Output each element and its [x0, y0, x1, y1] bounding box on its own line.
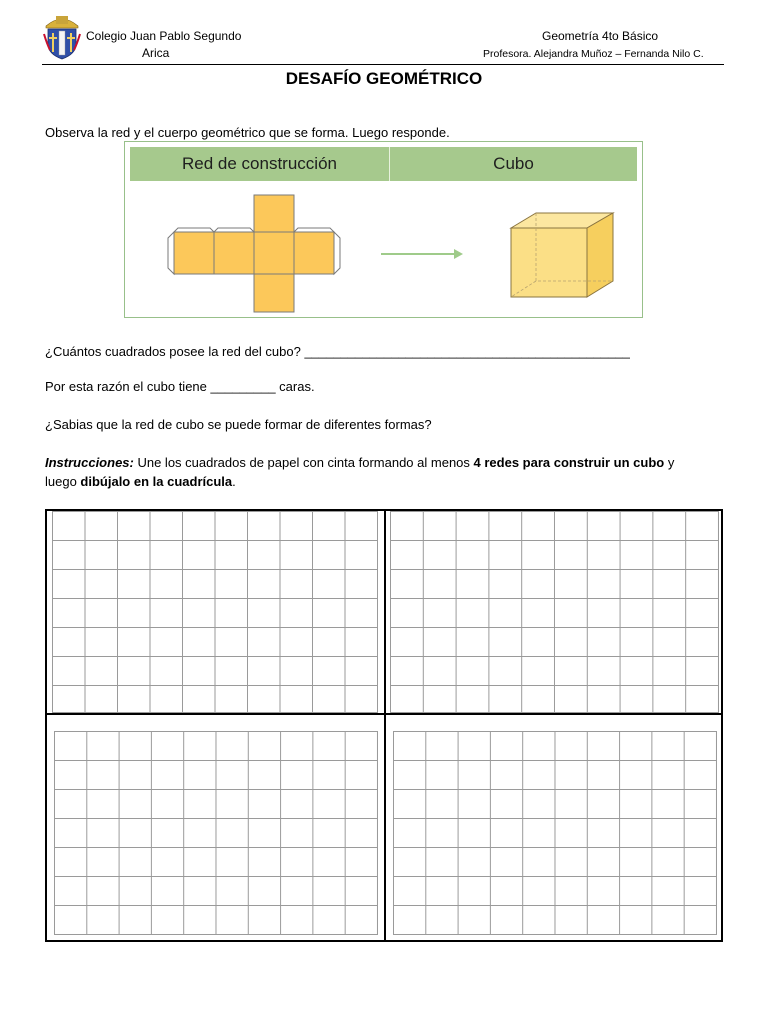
grid-vertical-divider [384, 511, 386, 940]
instructions-line2-a: luego [45, 474, 81, 489]
question-squares: ¿Cuántos cuadrados posee la red del cubo? _____________________________________________ [45, 344, 630, 359]
instructions-line2 [45, 473, 236, 490]
instructions-line2-b: . [232, 474, 236, 489]
school-name: Colegio Juan Pablo Segundo [86, 29, 242, 43]
subject-label: Geometría 4to Básico [542, 29, 659, 43]
instructions-text-b: y [664, 455, 675, 470]
cube-net-figure [124, 141, 643, 318]
teachers-label: Profesora. Alejandra Muñoz – Fernanda Nilo C. [483, 48, 704, 60]
header-divider [42, 64, 724, 65]
arrow-right-icon [381, 249, 463, 259]
instructions-label: Instrucciones: [45, 455, 134, 470]
drawing-grid-top-right[interactable] [390, 511, 719, 713]
instructions-text-a: Une los cuadrados de papel con cinta formando al menos [133, 455, 474, 470]
question-forms: ¿Sabias que la red de cubo se puede formar de diferentes formas? [45, 417, 432, 432]
grid-horizontal-divider [47, 713, 721, 715]
drawing-grid-bottom-right[interactable] [393, 731, 717, 935]
question-faces: Por esta razón el cubo tiene _________ caras. [45, 379, 315, 394]
drawing-grid-top-left[interactable] [52, 511, 378, 713]
school-crest-icon [42, 14, 82, 60]
cube-icon [511, 213, 613, 297]
figure-col-cube: Cubo [493, 154, 534, 173]
instructions-line1 [45, 454, 674, 471]
instructions-bold-b: dibújalo en la cuadrícula [80, 474, 233, 489]
school-city: Arica [142, 46, 170, 60]
instructions-bold-a: 4 redes para construir un cubo [473, 455, 665, 470]
cube-net-icon [168, 195, 340, 312]
drawing-grid-area [45, 509, 723, 942]
page-title: DESAFÍO GEOMÉTRICO [285, 69, 483, 88]
figure-drawing [125, 142, 644, 319]
figure-col-net: Red de construcción [130, 147, 390, 181]
intro-text: Observa la red y el cuerpo geométrico que se forma. Luego responde. [45, 125, 450, 140]
drawing-grid-bottom-left[interactable] [54, 731, 378, 935]
